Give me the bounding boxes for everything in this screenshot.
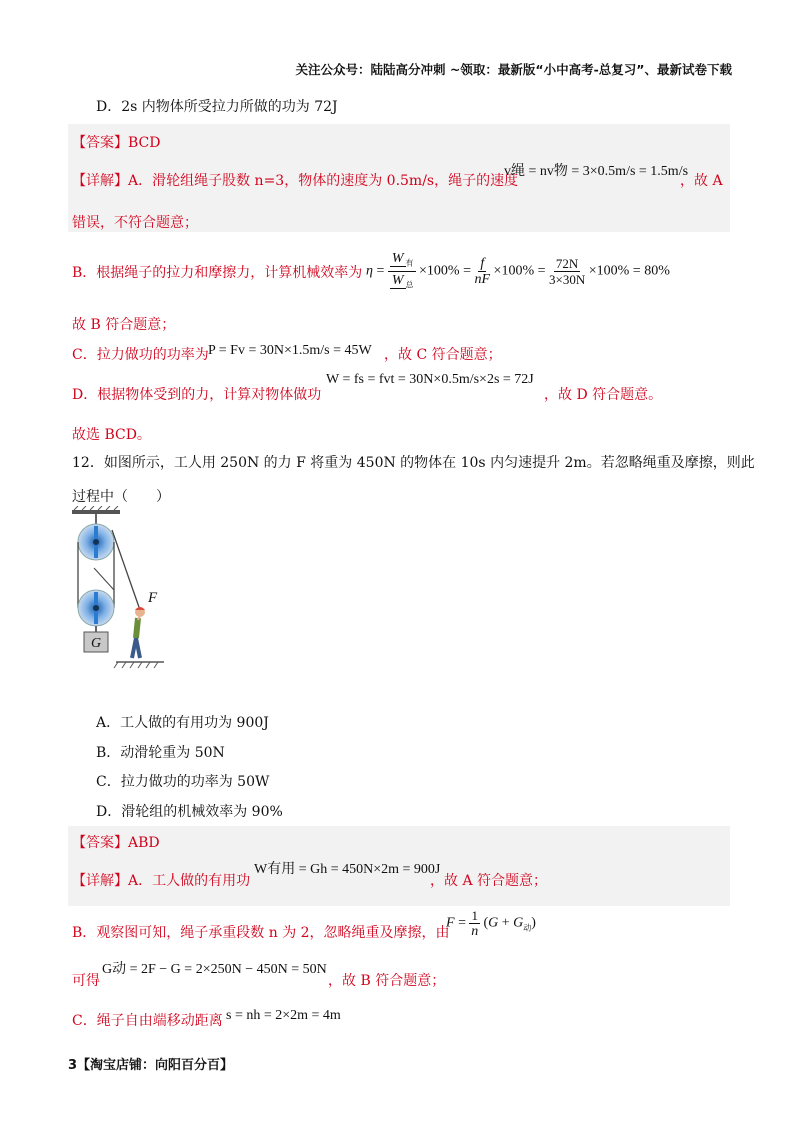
q12-option-c: C．拉力做功的功率为 50W	[96, 774, 270, 790]
q11-detail-c: C．拉力做功的功率为	[72, 347, 209, 363]
q11-detail-b: B．根据绳子的拉力和摩擦力，计算机械效率为	[72, 265, 363, 281]
q12-detail-b-line2-suffix: ，故 B 符合题意；	[328, 973, 446, 989]
q12-answer: 【答案】ABD	[72, 835, 160, 851]
q11-detail-b-formula: η = $\frac{W _有}{W _总}$ ×100% = $\frac{f}{nF}$ ×100% = $\frac{72N}{3\times 30N}$ ×100% = 80%	[366, 251, 670, 290]
page-number: 3	[68, 1058, 78, 1073]
q11-detail-a: 【详解】A．滑轮组绳子股数 n=3，物体的速度为 0.5m/s，绳子的速度	[72, 173, 519, 189]
force-label: F	[148, 590, 158, 606]
q11-detail-a-formula: v绳 = nv物 = 3×0.5m/s = 1.5m/s	[504, 164, 689, 179]
q11-detail-b-line2: 故 B 符合题意；	[72, 317, 176, 333]
q12-detail-c-formula: s = nh = 2×2m = 4m	[226, 1008, 341, 1023]
q12-detail-c: C．绳子自由端移动距离	[72, 1013, 223, 1029]
worker	[132, 607, 145, 658]
q12-detail-a-formula: W有用 = Gh = 450N×2m = 900J	[254, 862, 441, 877]
q11-answer: 【答案】BCD	[72, 135, 161, 151]
q11-detail-a-line2: 错误，不符合题意；	[72, 215, 198, 231]
footer-text: 【淘宝店铺：向阳百分百】	[77, 1058, 234, 1073]
q11-option-d: D．2s 内物体所受拉力所做的功为 72J	[96, 99, 338, 115]
pulley-figure	[68, 506, 168, 676]
q11-detail-d: D．根据物体受到的力，计算对物体做功	[72, 387, 322, 403]
movable-pulley	[78, 590, 114, 626]
q12-detail-a-suffix: ，故 A 符合题意；	[430, 873, 548, 889]
q12-stem-line1: 12．如图所示，工人用 250N 的力 F 将重为 450N 的物体在 10s 内匀速提升 2m。若忽略绳重及摩擦，则此	[72, 455, 755, 471]
weight-label: G	[90, 636, 102, 651]
ground	[114, 662, 164, 668]
q11-detail-d-suffix: ，故 D 符合题意。	[544, 387, 663, 403]
q11-conclusion: 故选 BCD。	[72, 427, 151, 443]
q12-option-d: D．滑轮组的机械效率为 90%	[96, 804, 283, 820]
q11-detail-c-formula: P = Fv = 30N×1.5m/s = 45W	[208, 343, 372, 358]
q12-detail-b-line2-formula: G动 = 2F − G = 2×250N − 450N = 50N	[102, 962, 327, 977]
fixed-pulley	[78, 524, 114, 560]
q11-detail-a-suffix: ，故 A	[680, 173, 723, 189]
q12-option-a: A．工人做的有用功为 900J	[96, 715, 269, 731]
page-footer	[68, 1054, 233, 1073]
q11-detail-c-suffix: ，故 C 符合题意；	[384, 347, 502, 363]
q12-option-b: B．动滑轮重为 50N	[96, 745, 225, 761]
page-header: 关注公众号：陆陆高分冲刺 ~领取：最新版“小中高考-总复习”、最新试卷下载	[295, 62, 732, 77]
q12-detail-b-formula: F = $\frac{1}{n}$ $(G + G_动)$	[446, 908, 536, 939]
q12-stem-line2: 过程中（ ）	[72, 489, 170, 505]
ceiling	[72, 506, 120, 514]
q12-detail-a: 【详解】A．工人做的有用功	[72, 873, 251, 889]
q12-detail-b: B．观察图可知，绳子承重段数 n 为 2，忽略绳重及摩擦，由	[72, 925, 450, 941]
q12-detail-b-line2: 可得	[72, 973, 100, 989]
q11-detail-d-formula: W = fs = fvt = 30N×0.5m/s×2s = 72J	[326, 372, 534, 387]
